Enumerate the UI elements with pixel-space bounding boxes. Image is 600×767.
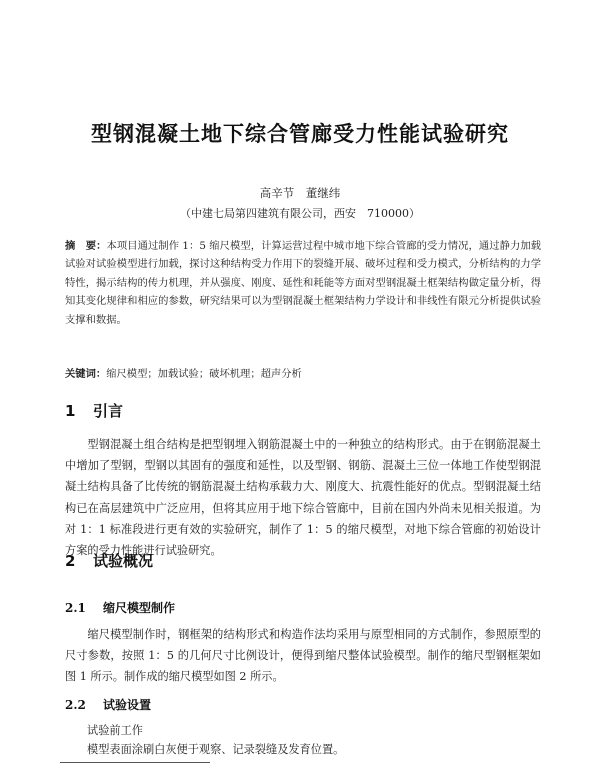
section-2-number: 2 [65, 552, 76, 570]
section-2-1-title: 缩尺模型制作 [103, 601, 176, 615]
section-2-2-number: 2.2 [65, 698, 86, 712]
intro-paragraph: 型钢混凝土组合结构是把型钢埋入钢筋混凝土中的一种独立的结构形式。由于在钢筋混凝土中增加了型钢，型钢以其固有的强度和延性，以及型钢、钢筋、混凝土三位一体地工作使型钢混凝土结构具备了比传统的钢筋混凝土结构承载力大、刚度大、抗震性能好的优点。型钢混凝土结构已在高层建筑中广泛应用，但将其应用于地下综合管廊中，目前在国内外尚未见相关报道。为对 1：1 标准段进行更有效的实验研究，制作了 1：5 的缩尺模型，对地下综合管廊的初始设计方案的受力性能进行试验研究。 [65, 438, 541, 558]
authors: 高辛节 董继纬 [259, 186, 341, 200]
section-2-2-title: 试验设置 [103, 698, 152, 712]
section-2-heading [65, 550, 153, 571]
section-1-number: 1 [65, 402, 76, 420]
section-1-heading [65, 400, 123, 421]
abstract-label: 摘 要： [65, 240, 107, 252]
model-paragraph: 缩尺模型制作时，钢框架的结构形式和构造作法均采用与原型相同的方式制作，参照原型的尺寸参数，按照 1：5 的几何尺寸比例设计，便得到缩尺整体试验模型。制作的缩尺型钢框架如图 1 所示。制作成的缩尺模型如图 2 所示。 [65, 628, 541, 684]
paper-title: 型钢混凝土地下综合管廊受力性能试验研究 [91, 122, 509, 146]
keywords-text: 缩尺模型；加载试验；破坏机理；超声分析 [106, 368, 302, 380]
section-2-1-number: 2.1 [65, 601, 86, 615]
section-2-2-heading [65, 696, 151, 713]
pretest-subheading: 试验前工作 [87, 724, 143, 737]
keywords [65, 365, 541, 380]
section-1-title: 引言 [93, 402, 124, 420]
keywords-label: 关键词： [65, 368, 107, 380]
abstract [65, 237, 541, 329]
section-2-1-heading [65, 599, 175, 616]
section-2-title: 试验概况 [93, 552, 154, 570]
pretest-text: 模型表面涂刷白灰便于观察、记录裂缝及发育位置。 [87, 743, 345, 756]
abstract-text: 本项目通过制作 1：5 缩尺模型，计算运营过程中城市地下综合管廊的受力情况，通过静力加载试验对试验模型进行加载，探讨这种结构受力作用下的裂缝开展、破坏过程和受力模式，分析结构的力学特性，揭示结构的传力机理，并从强度、刚度、延性和耗能等方面对型钢混凝土框架结构做定量分析，得知其变化规律和相应的参数，研究结果可以为型钢混凝土框架结构力学设计和非线性有限元分析提供试验支撑和数据。 [65, 240, 542, 326]
affiliation: （中建七局第四建筑有限公司，西安 710000） [180, 207, 420, 220]
footnote-divider [60, 762, 210, 763]
